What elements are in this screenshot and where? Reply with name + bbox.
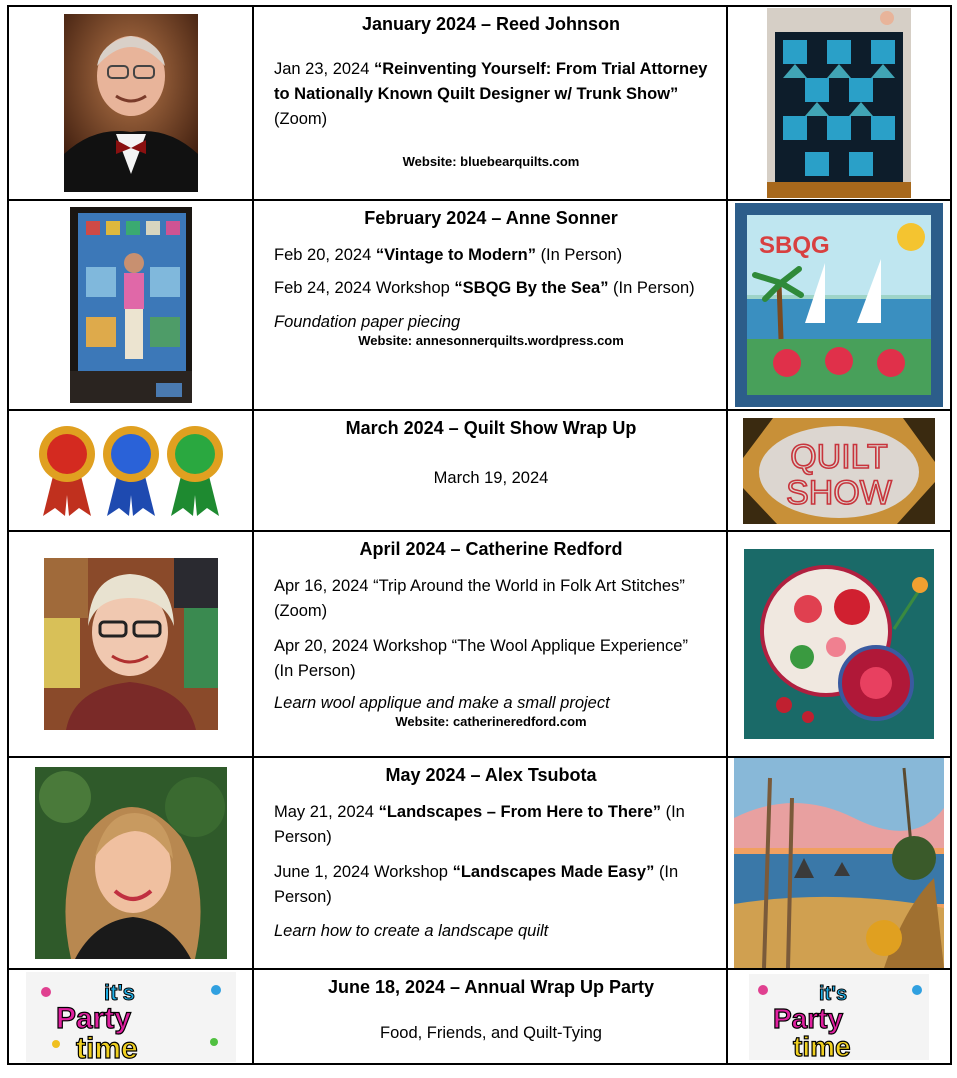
event-date: June 1, 2024 Workshop: [274, 863, 448, 881]
schedule-row-june: [8, 969, 951, 1064]
event-details-cell: [253, 969, 727, 1064]
schedule-row-february: [8, 200, 951, 410]
speaker-photo-alex-tsubota: [35, 767, 227, 959]
event-date-line: March 19, 2024: [433, 469, 549, 487]
event-details-cell: [253, 410, 727, 531]
speaker-photo-cell: [8, 200, 253, 410]
event-line: [274, 860, 708, 910]
event-details-cell: [253, 757, 727, 969]
speaker-photo-reed-johnson: [64, 14, 198, 192]
event-details-cell: [253, 200, 727, 410]
quilt-sign-text: QUILT: [790, 437, 888, 476]
event-title: “Landscapes – From Here to There”: [378, 803, 661, 821]
party-word-time: time: [793, 1030, 851, 1060]
speaker-photo-cell: [8, 6, 253, 200]
event-format: (Zoom): [274, 110, 328, 128]
event-details-cell: [253, 6, 727, 200]
blue-ribbon-icon: [103, 426, 159, 516]
event-title: “SBQG By the Sea”: [454, 279, 609, 297]
award-ribbons-illustration: [37, 424, 225, 518]
schedule-row-march: [8, 410, 951, 531]
party-word-its: it's: [103, 979, 135, 1005]
show-sign-text: SHOW: [786, 473, 892, 512]
speaker-website: Website: bluebearquilts.com: [402, 154, 580, 169]
quilt-image-sbqg-by-the-sea: [735, 203, 943, 407]
event-format: (In Person): [540, 246, 623, 264]
event-format: (In Person): [613, 279, 695, 297]
speaker-website: Website: annesonnerquilts.wordpress.com: [358, 333, 624, 348]
party-word-its: it's: [819, 982, 848, 1005]
quilt-image-cell: [727, 531, 951, 757]
ribbons-cell: [8, 410, 253, 531]
quilt-image-cell: [727, 757, 951, 969]
month-heading: February 2024 – Anne Sonner: [364, 208, 618, 228]
quilt-show-sign: [743, 418, 935, 524]
event-details-cell: [253, 531, 727, 757]
event-format: (In Person): [274, 803, 685, 846]
event-line: Apr 16, 2024 “Trip Around the World in Folk Art Stitches” (Zoom): [274, 577, 685, 620]
month-heading: May 2024 – Alex Tsubota: [385, 765, 597, 785]
party-image-cell: [727, 969, 951, 1064]
speaker-photo-cell: [8, 757, 253, 969]
month-heading: January 2024 – Reed Johnson: [361, 14, 621, 34]
event-line: [274, 800, 708, 850]
workshop-note: Learn how to create a landscape quilt: [274, 922, 549, 940]
quilt-image-cell: [727, 410, 951, 531]
quilt-image-cell: [727, 6, 951, 200]
event-title: “Landscapes Made Easy”: [452, 863, 655, 881]
event-line: [274, 57, 708, 132]
quilt-image-trunk-show: [767, 8, 911, 198]
speaker-photo-catherine-redford: [44, 558, 218, 730]
quilt-letters: SBQG: [759, 232, 830, 259]
green-ribbon-icon: [167, 426, 223, 516]
schedule-row-january: [8, 6, 951, 200]
quilt-image-landscape: [734, 758, 944, 968]
party-image-cell: [8, 969, 253, 1064]
event-title: “Vintage to Modern”: [375, 246, 536, 264]
schedule-row-may: [8, 757, 951, 969]
event-date: May 21, 2024: [274, 803, 374, 821]
party-word-party: Party: [773, 1002, 844, 1034]
party-time-graphic: [26, 972, 236, 1062]
speaker-website: Website: catherineredford.com: [395, 714, 587, 729]
red-ribbon-icon: [39, 426, 95, 516]
quilt-image-cell: [727, 200, 951, 410]
event-date: Feb 24, 2024 Workshop: [274, 279, 450, 297]
event-line: Apr 20, 2024 Workshop “The Wool Applique Experience” (In Person): [274, 637, 688, 680]
month-heading: April 2024 – Catherine Redford: [359, 539, 623, 559]
party-word-time: time: [75, 1031, 138, 1062]
schedule-row-april: [8, 531, 951, 757]
month-heading: March 2024 – Quilt Show Wrap Up: [345, 418, 637, 438]
event-format: (In Person): [274, 863, 679, 906]
schedule-table: [7, 5, 952, 1065]
party-word-party: Party: [55, 1001, 131, 1035]
speaker-photo-cell: [8, 531, 253, 757]
event-date: Jan 23, 2024: [274, 60, 370, 78]
event-date: Feb 20, 2024: [274, 246, 372, 264]
speaker-photo-anne-sonner: [70, 207, 192, 403]
event-line: [274, 243, 708, 268]
quilt-image-wool-applique: [744, 549, 934, 739]
party-time-graphic: [749, 974, 929, 1060]
event-description-line: Food, Friends, and Quilt-Tying: [380, 1024, 602, 1042]
workshop-note: Foundation paper piecing: [274, 313, 461, 331]
month-heading: June 18, 2024 – Annual Wrap Up Party: [327, 977, 655, 997]
event-line: [274, 276, 708, 301]
workshop-note: Learn wool applique and make a small project: [274, 694, 610, 712]
event-title: “Reinventing Yourself: From Trial Attorney to Nationally Known Quilt Designer w/ Trunk Show”: [274, 60, 708, 103]
